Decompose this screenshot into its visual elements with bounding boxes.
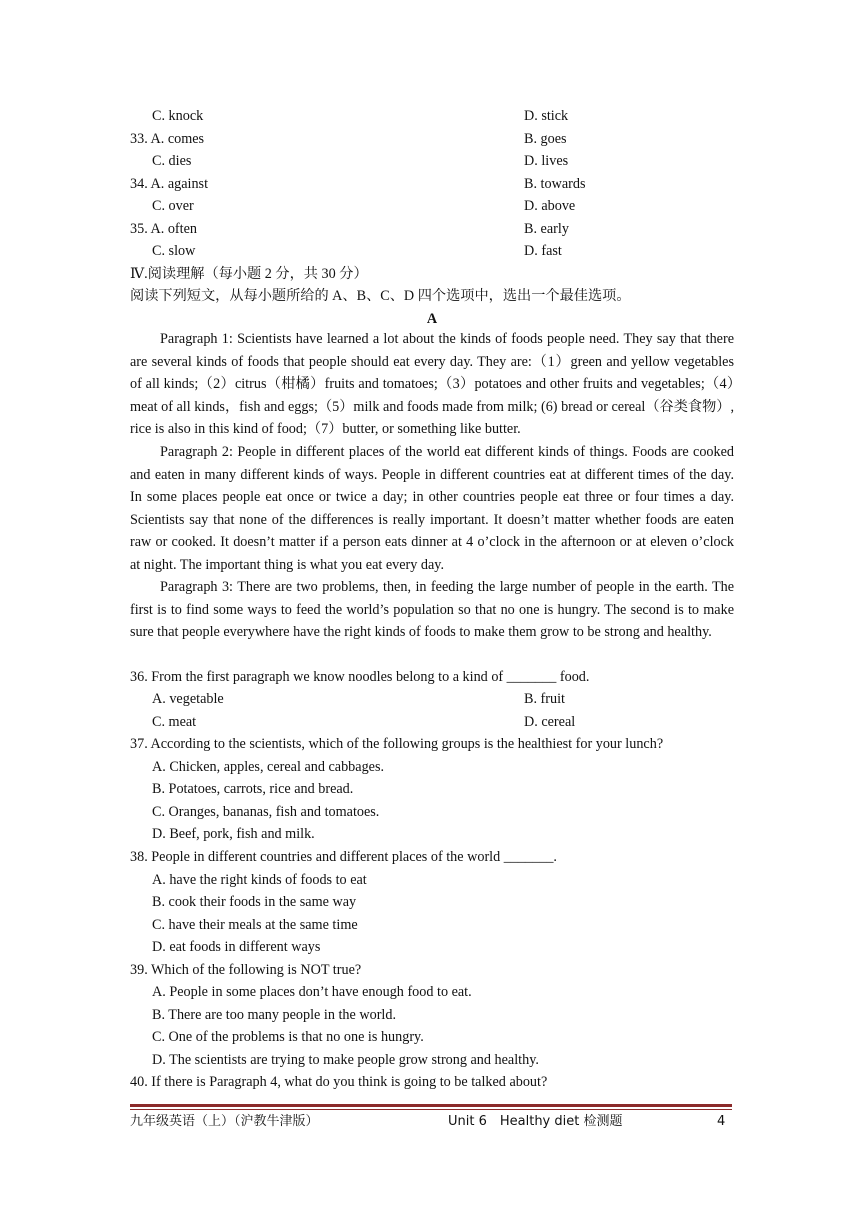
q40-stem: 40. If there is Paragraph 4, what do you think is going to be talked about?	[130, 1074, 548, 1090]
q39-option-b: B. There are too many people in the world.	[152, 1007, 397, 1023]
footer-rule-thick	[130, 1104, 732, 1107]
q38-option-b: B. cook their foods in the same way	[152, 894, 357, 910]
q36-option-a: A. vegetable	[152, 691, 224, 707]
page-number: 4	[717, 1114, 726, 1129]
q36-option-b: B. fruit	[524, 691, 565, 707]
q38-stem: 38. People in different countries and different places of the world _______.	[130, 849, 557, 865]
q36-option-d: D. cereal	[524, 714, 576, 730]
paragraph-3: Paragraph 3: There are two problems, then, in feeding the large number of people in the earth. The first is to find some ways to feed the world’s population so that no one is hungry. The second is to make sure that people everywhere have the right kinds of foods to make them grow to be strong and healthy.	[130, 579, 734, 641]
q37-option-b: B. Potatoes, carrots, rice and bread.	[152, 781, 354, 797]
section-instruction: 阅读下列短文，从每小题所给的 A、B、C、D 四个选项中，选出一个最佳选项。	[130, 288, 631, 304]
q36-option-c: C. meat	[152, 714, 197, 730]
q38-option-d: D. eat foods in different ways	[152, 939, 321, 955]
q33-option-c: C. dies	[152, 153, 192, 169]
section-title: Ⅳ.阅读理解（每小题 2 分，共 30 分）	[130, 266, 368, 282]
q39-stem: 39. Which of the following is NOT true?	[130, 962, 362, 978]
q34-option-d: D. above	[524, 198, 576, 214]
footer-course-title: 九年级英语（上）（沪教牛津版）	[130, 1114, 319, 1129]
q33-option-b: B. goes	[524, 131, 567, 147]
q39-option-a: A. People in some places don’t have enough food to eat.	[152, 984, 472, 1000]
q35-option-b: B. early	[524, 221, 569, 237]
q37-stem: 37. According to the scientists, which of the following groups is the healthiest for your lunch?	[130, 736, 664, 752]
q36-stem: 36. From the first paragraph we know noodles belong to a kind of _______ food.	[130, 669, 590, 685]
footer-unit-title: Unit 6 Healthy diet 检测题	[448, 1114, 623, 1129]
q34-option-b: B. towards	[524, 176, 586, 192]
q38-option-a: A. have the right kinds of foods to eat	[152, 872, 367, 888]
q34-option-a: 34. A. against	[130, 176, 209, 192]
q37-option-d: D. Beef, pork, fish and milk.	[152, 826, 315, 842]
passage-label: A	[426, 311, 438, 327]
q39-option-d: D. The scientists are trying to make people grow strong and healthy.	[152, 1052, 539, 1068]
q35-option-c: C. slow	[152, 243, 196, 259]
q38-option-c: C. have their meals at the same time	[152, 917, 358, 933]
footer-rule-thin	[130, 1109, 732, 1110]
q39-option-c: C. One of the problems is that no one is hungry.	[152, 1029, 424, 1045]
q32-option-d: D. stick	[524, 108, 569, 124]
q34-option-c: C. over	[152, 198, 194, 214]
q35-option-d: D. fast	[524, 243, 562, 259]
q33-option-d: D. lives	[524, 153, 569, 169]
paragraph-2: Paragraph 2: People in different places of the world eat different kinds of things. Foods are cooked and eaten in many different kinds of ways. People in different countries eat at different times of the day. In some places people eat once or twice a day; in other countries people eat three or four times a day. Scientists say that none of the differences is really important. It doesn’t matter whether foods are eaten raw or cooked. It doesn’t matter if a person eats dinner at 4 o’clock in the afternoon or at eleven o’clock at night. The important thing is what you eat every day.	[130, 444, 734, 573]
paragraph-1: Paragraph 1: Scientists have learned a lot about the kinds of foods people need. They say that there are several kinds of foods that people should eat every day. They are:（1）green and yellow vegetables of all kinds;（2）citrus（柑橘）fruits and tomatoes;（3）potatoes and other fruits and vegetables;（4）meat of all kinds，fish and eggs;（5）milk and foods made from milk; (6) bread or cereal（谷类食物）, rice is also in this kind of food;（7）butter, or something like butter.	[130, 331, 735, 438]
q37-option-c: C. Oranges, bananas, fish and tomatoes.	[152, 804, 380, 820]
q33-option-a: 33. A. comes	[130, 131, 205, 147]
q32-option-c: C. knock	[152, 108, 204, 124]
q37-option-a: A. Chicken, apples, cereal and cabbages.	[152, 759, 385, 775]
q35-option-a: 35. A. often	[130, 221, 197, 237]
